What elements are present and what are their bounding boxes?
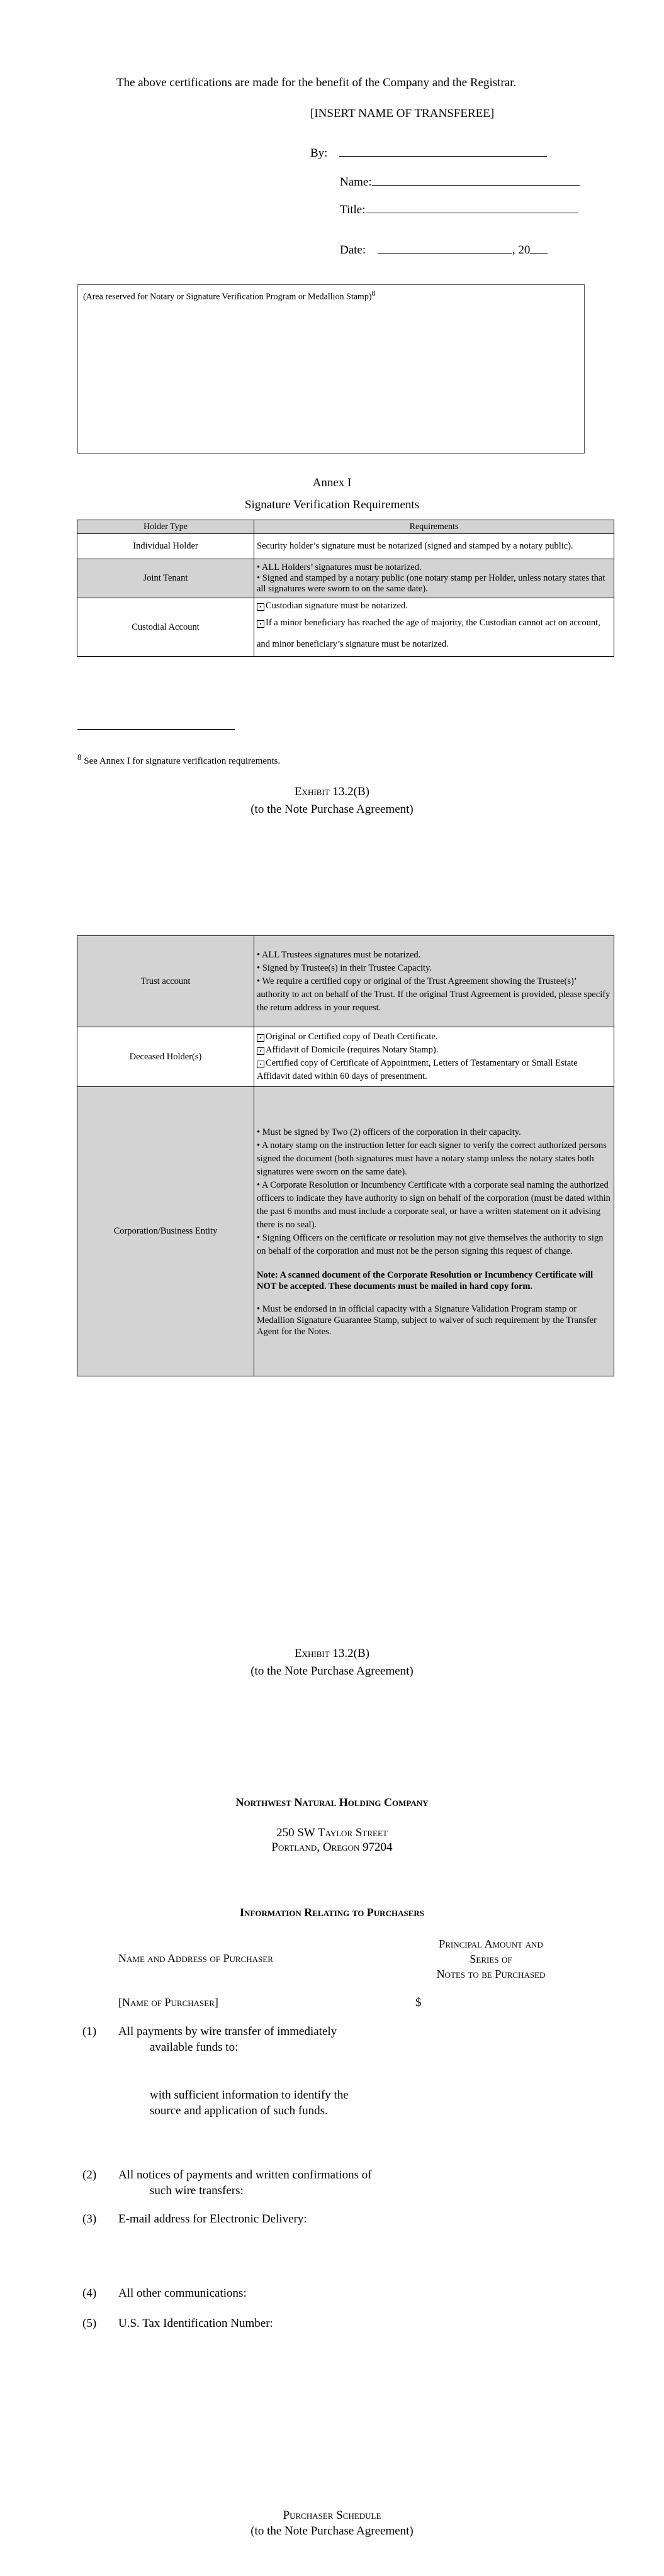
tax-id-item: U.S. Tax Identification Number:	[118, 2317, 273, 2330]
checkbox-icon: •	[257, 1034, 264, 1042]
annex-subtitle: Signature Verification Requirements	[244, 498, 420, 511]
date-label: Date:	[340, 243, 366, 257]
notary-area-label: (Area reserved for Notary or Signature Verification Program or Medallion Stamp)	[83, 292, 372, 302]
email-item: E-mail address for Electronic Delivery:	[118, 2212, 307, 2226]
col-holder-type: Holder Type	[77, 520, 254, 534]
item-number: (5)	[82, 2317, 97, 2330]
title-label: Title:	[340, 203, 366, 216]
signature-line	[339, 156, 547, 157]
checkbox-icon: •	[257, 603, 264, 611]
wire-transfer-item: All payments by wire transfer of immediately	[118, 2025, 337, 2038]
notices-item: All notices of payments and written confirmations of	[118, 2168, 372, 2182]
item-number: (1)	[82, 2025, 97, 2038]
name-line	[340, 176, 580, 189]
company-address-2: Portland, Oregon 97204	[271, 1841, 393, 1854]
footnote: $^8$ See Annex I for signature verification requirements.	[77, 752, 281, 766]
name-label: Name:	[340, 176, 372, 189]
wire-note: with sufficient information to identify the	[150, 2088, 349, 2102]
schedule-title: Purchaser Schedule	[283, 2509, 381, 2522]
table-row: Deceased Holder(s) • Original or Certified copy of Death Certificate. • Affidavit of Domicile (requires Notary Stamp). • Certified copy of Certificate of Appointment, Letters of Testamentary or Small Estate Affidavit dated within 60 days of presentment.	[77, 1027, 614, 1087]
exhibit-subtitle: (to the Note Purchase Agreement)	[250, 803, 414, 816]
col-name-address: Name and Address of Purchaser	[118, 1952, 273, 1965]
table-row: Joint Tenant • ALL Holders’ signatures must be notarized. • Signed and stamped by a notary public (one notary stamp per Holder, unless notary states that all signatures were sworn to on the same date).	[77, 559, 614, 598]
transferee-name: [INSERT NAME OF TRANSFEREE]	[310, 107, 495, 120]
table-row: Trust account • ALL Trustees signatures must be notarized. • Signed by Trustee(s) in their Trustee Capacity. • We require a certified copy or original of the Trust Agreement showing the Trustee(s)’ authority to act on behalf of the Trust. If the original Trust Agreement is provided, please specify the return address in your request.	[77, 936, 614, 1027]
notary-stamp-area	[77, 284, 585, 454]
page: The above certifications are made for the benefit of the Company and the Registrar. [INSERT NAME OF TRANSFEREE] By: Name: Title: Date: , 20 (Area reserved for Notary or Signature Verification Program or Medallion Stamp)$^8$ Annex I Signature Verification Requirements Holder Type Requirements Individual Holder Security holder’s signature must be notarized (signed and stamped by a notary public). Joint Tenant • ALL Holders’ signatures must be notarized. • Signed and stamped by a notary public (one notary stamp per Holder, unless notary states that all signatures were sworn to on the same date). Custodial Account • Custodian signature must be notarized. • If a minor beneficiary has reached the age of majority, the Custodian cannot act on account, and minor beneficiary’s signature must be notarized. $^8$ See Annex I for signature verification requirements. Exhibit 13.2(B) (to the Note Purchase Agreement) Trust account • ALL Trustees signatures must be notarized. • Signed by Trustee(s) in their Trustee Capacity. • We require a certified copy or original of the Trust Agreement showing the Trustee(s)’ authority to act on behalf of the Trust. If the original Trust Agreement is provided, please specify the return address in your request. Deceased Holder(s) • Original or Certified copy of Death Certificate. • Affidavit of Domicile (requires Notary Stamp). • Certified copy of Certificate of Appointment, Letters of Testamentary or Small Estate Affidavit dated within 60 days of presentment. Corporation/Business Entity • Must be signed by Two (2) officers of the corporation in their capacity. • A notary stamp on the instruction letter for each signer to verify the correct authorized persons signed the document (both signatures must have a notary stamp unless the notary states both signatures were sworn on the same date). • A Corporate Resolution or Incumbency Certificate with a corporate seal naming the authorized officers to indicate they have authority to sign on behalf of the corporation (must be dated within the past 6 months and must include a corporate seal, or have a written statement on it advising there is no seal). • Signing Officers on the certificate or resolution may not give themselves the authority to sign on behalf of the corporation and must not be the person signing this request of change. Note: A scanned document of the Corporate Resolution or Incumbency Certificate will NOT be accepted. These documents must be mailed in hard copy form. • Must be endorsed in in official capacity with a Signature Validation Program stamp or Medallion Signature Guarantee Stamp, subject to waiver of such requirement by the Transfer Agent for the Notes. Exhibit 13.2(B) (to the Note Purchase Agreement) Northwest Natural Holding Company 250 SW Taylor Street Portland, Oregon 97204 Information Relating to Purchasers Name and Address of Purchaser Principal Amount and Series of Notes to be Purchased [Name of Purchaser] $ (1) All payments by wire transfer of immediately available funds to: with sufficient information to identify the source and application of such funds. (2) All notices of payments and written confirmations of such wire transfers: (3) E-mail address for Electronic Delivery: (4) All other communications: (5) U.S. Tax Identification Number: Purchaser Schedule (to the Note Purchase Agreement)	[0, 0, 664, 2576]
table-row: Corporation/Business Entity • Must be signed by Two (2) officers of the corporation in their capacity. • A notary stamp on the instruction letter for each signer to verify the correct authorized persons signed the document (both signatures must have a notary stamp unless the notary states both signatures were sworn on the same date). • A Corporate Resolution or Incumbency Certificate with a corporate seal naming the authorized officers to indicate they have authority to sign on behalf of the corporation (must be dated within the past 6 months and must include a corporate seal, or have a written statement on it advising there is no seal). • Signing Officers on the certificate or resolution may not give themselves the authority to sign on behalf of the corporation and must not be the person signing this request of change. Note: A scanned document of the Corporate Resolution or Incumbency Certificate will NOT be accepted. These documents must be mailed in hard copy form. • Must be endorsed in in official capacity with a Signature Validation Program stamp or Medallion Signature Guarantee Stamp, subject to waiver of such requirement by the Transfer Agent for the Notes.	[77, 1087, 614, 1376]
col-requirements: Requirements	[254, 520, 614, 534]
title-line	[340, 203, 578, 217]
footnote-ref: 8	[371, 289, 376, 298]
other-communications-item: All other communications:	[118, 2287, 247, 2300]
item-number: (4)	[82, 2287, 97, 2300]
purchaser-info-heading: Information Relating to Purchasers	[240, 1906, 424, 1919]
signature-requirements-table	[77, 520, 614, 657]
exhibit-title-2: Exhibit 13.2(B)	[295, 1647, 369, 1660]
item-number: (2)	[82, 2168, 97, 2182]
amount-dollar: $	[415, 1996, 422, 2009]
by-line	[310, 147, 547, 160]
checkbox-icon: •	[257, 620, 264, 628]
footnote-separator	[77, 729, 235, 730]
item-number: (3)	[82, 2212, 97, 2226]
company-name: Northwest Natural Holding Company	[235, 1796, 429, 1809]
table-row: Individual Holder Security holder’s signature must be notarized (signed and stamped by a notary public).	[77, 534, 614, 559]
certification-intro: The above certifications are made for the benefit of the Company and the Registrar.	[116, 76, 517, 89]
schedule-subtitle: (to the Note Purchase Agreement)	[250, 2524, 414, 2538]
checkbox-icon: •	[257, 1061, 264, 1068]
purchaser-name-placeholder: [Name of Purchaser]	[118, 1996, 218, 2009]
company-address-1: 250 SW Taylor Street	[276, 1826, 388, 1839]
exhibit-subtitle-2: (to the Note Purchase Agreement)	[250, 1664, 414, 1678]
table-header	[77, 520, 614, 534]
table-row: Custodial Account • Custodian signature must be notarized. • If a minor beneficiary has reached the age of majority, the Custodian cannot act on account, and minor beneficiary’s signature must be notarized.	[77, 598, 614, 657]
exhibit-title: Exhibit 13.2(B)	[295, 785, 369, 798]
annex-title: Annex I	[312, 476, 352, 489]
checkbox-icon: •	[257, 1047, 264, 1055]
col-principal-amount: Principal Amount and Series of Notes to be Purchased	[436, 1938, 546, 1980]
signature-requirements-table-continued	[77, 935, 614, 1376]
by-label: By:	[310, 147, 328, 160]
date-line: Date: , 20	[340, 243, 548, 257]
